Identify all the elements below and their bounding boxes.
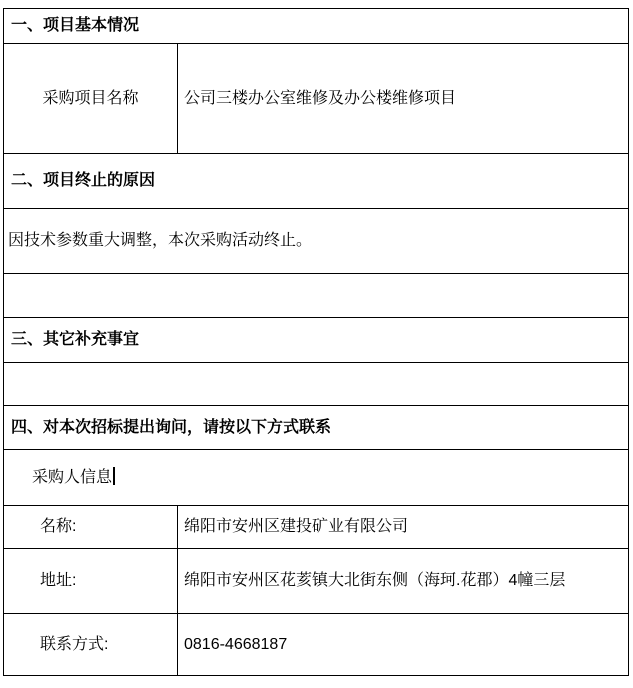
contact-name-label: 名称: (4, 506, 178, 549)
section-3-row (4, 318, 629, 363)
section-1-title: 一、项目基本情况 (4, 9, 629, 44)
section-3-title: 三、其它补充事宜 (4, 318, 629, 363)
text-cursor (113, 467, 115, 485)
project-name-row (4, 44, 629, 154)
buyer-info-group-row (4, 450, 629, 506)
empty-cell (4, 363, 629, 406)
section-2-title: 二、项目终止的原因 (4, 154, 629, 209)
contact-phone-value: 0816-4668187 (178, 614, 629, 676)
contact-address-value: 绵阳市安州区花荄镇大北街东侧（海珂.花郡）4幢三层 (178, 549, 629, 614)
section-1-row (4, 9, 629, 44)
contact-name-row (4, 506, 629, 549)
project-name-label: 采购项目名称 (4, 44, 178, 154)
section-2-row (4, 154, 629, 209)
contact-phone-label: 联系方式: (4, 614, 178, 676)
termination-reason-row (4, 209, 629, 274)
empty-row (4, 363, 629, 406)
section-4-row (4, 406, 629, 450)
contact-phone-row (4, 614, 629, 676)
section-4-title: 四、对本次招标提出询问，请按以下方式联系 (4, 406, 629, 450)
buyer-info-group-label: 采购人信息 (32, 469, 113, 487)
termination-reason-text: 因技术参数重大调整，本次采购活动终止。 (4, 209, 629, 274)
empty-row (4, 274, 629, 318)
contact-address-label: 地址: (4, 549, 178, 614)
empty-cell (4, 274, 629, 318)
contact-name-value: 绵阳市安州区建投矿业有限公司 (178, 506, 629, 549)
project-name-value: 公司三楼办公室维修及办公楼维修项目 (178, 44, 629, 154)
buyer-info-group-cell[interactable] (4, 450, 629, 506)
contact-address-row (4, 549, 629, 614)
announcement-table (3, 8, 629, 676)
